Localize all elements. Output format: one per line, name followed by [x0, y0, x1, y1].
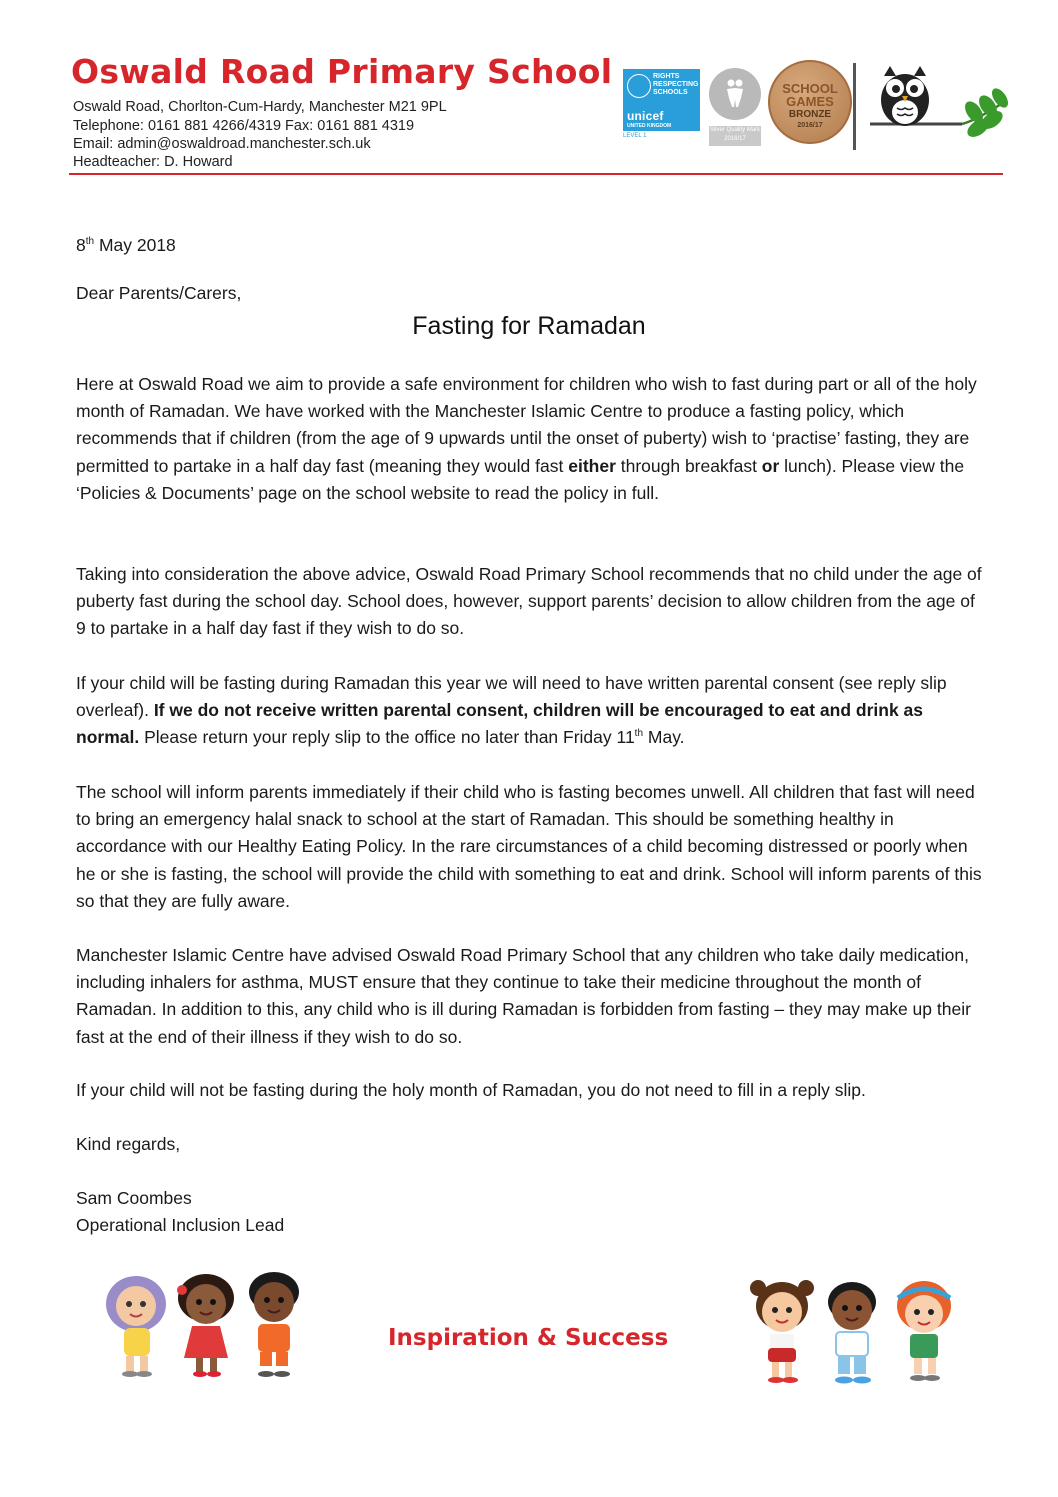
- sport-mark-badge: [709, 68, 761, 120]
- signer-name: Sam Coombes: [76, 1188, 192, 1208]
- games-title: SCHOOL GAMES: [782, 81, 838, 109]
- letter-title: Fasting for Ramadan: [412, 312, 646, 340]
- signer-role: Operational Inclusion Lead: [76, 1215, 285, 1235]
- paragraph-medication: Manchester Islamic Centre have advised Oswald Road Primary School that any children who take daily medication, including inhalers for asthma, MUST ensure that they continue to take their medicine throughout the month of Ramadan. In addition to this, any child who is ill during Ramadan is forbidden from fasting – they may make up their fast at the end of their illness if they wish to do so.: [76, 945, 971, 1047]
- children-figures-icon: [724, 78, 746, 108]
- school-email: Email: admin@oswaldroad.manchester.sch.uk: [73, 136, 371, 152]
- paragraph-unwell: The school will inform parents immediately if their child who is fasting becomes unwell. All children that fast will need to bring an emergency halal snack to school at the start of Ramadan. This should be something healthy in accordance with our Healthy Eating Policy. In the rare circumstances of a child becoming distressed or poorly when he or she is fasting, the school will provide the child with something to eat and drink. School will inform parents of this so that they are fully aware.: [76, 782, 982, 911]
- headteacher: Headteacher: D. Howard: [73, 154, 233, 170]
- school-telephone: Telephone: 0161 881 4266/4319 Fax: 0161 881 4319: [73, 118, 415, 134]
- closing: Kind regards,: [76, 1134, 181, 1154]
- school-address: Oswald Road, Chorlton-Cum-Hardy, Manchester M21 9PL: [73, 99, 447, 115]
- unicef-subtext: UNITED KINGDOM: [627, 123, 672, 129]
- unicef-wordmark: unicef: [627, 109, 664, 123]
- logo-divider: [853, 63, 856, 150]
- school-name: Oswald Road Primary School: [71, 52, 613, 91]
- letterhead-rule: [69, 173, 1003, 175]
- rights-respecting-schools-badge: [623, 69, 700, 131]
- sport-mark-caption: Silver Quality Mark 2016/17: [709, 126, 761, 146]
- badge-text: RIGHTS RESPECTING SCHOOLS: [653, 73, 699, 96]
- paragraph-recommendation: Taking into consideration the above advice, Oswald Road Primary School recommends that no child under the age of puberty fast during the school day. School does, however, support parents’ decision to allow children from the age of 9 to partake in a half day fast if they wish to do so.: [76, 564, 982, 639]
- unicef-level-label: LEVEL 1: [623, 133, 647, 139]
- school-games-bronze-badge: [768, 60, 852, 144]
- games-level: BRONZE: [788, 109, 832, 120]
- games-year: 2016/17: [797, 122, 823, 129]
- globe-icon: [627, 74, 651, 98]
- school-motto: Inspiration & Success: [388, 1325, 669, 1351]
- paragraph-no-reply: If your child will not be fasting during the holy month of Ramadan, you do not need to fill in a reply slip.: [76, 1080, 866, 1100]
- paragraph-policy: Here at Oswald Road we aim to provide a safe environment for children who wish to fast during part or all of the holy month of Ramadan. We have worked with the Manchester Islamic Centre to produce a fasting policy, which recommends that if children (from the age of 9 upwards until the onset of puberty) wish to ‘practise’ fasting, they are permitted to partake in a half day fast (meaning they would fast either through breakfast or lunch). Please view the ‘Policies & Documents’ page on the school website to read the policy in full.: [76, 374, 977, 503]
- children-illustration-right: [746, 1268, 966, 1390]
- owl-logo-icon: [870, 62, 1010, 146]
- children-illustration-left: [96, 1262, 312, 1382]
- letter-date: 8th May 2018: [76, 235, 176, 255]
- paragraph-consent: If your child will be fasting during Ramadan this year we will need to have written parental consent (see reply slip overleaf). If we do not receive written parental consent, children will be encouraged to eat and drink as normal. Please return your reply slip to the office no later than Friday 11th May.: [76, 673, 947, 748]
- salutation: Dear Parents/Carers,: [76, 283, 242, 303]
